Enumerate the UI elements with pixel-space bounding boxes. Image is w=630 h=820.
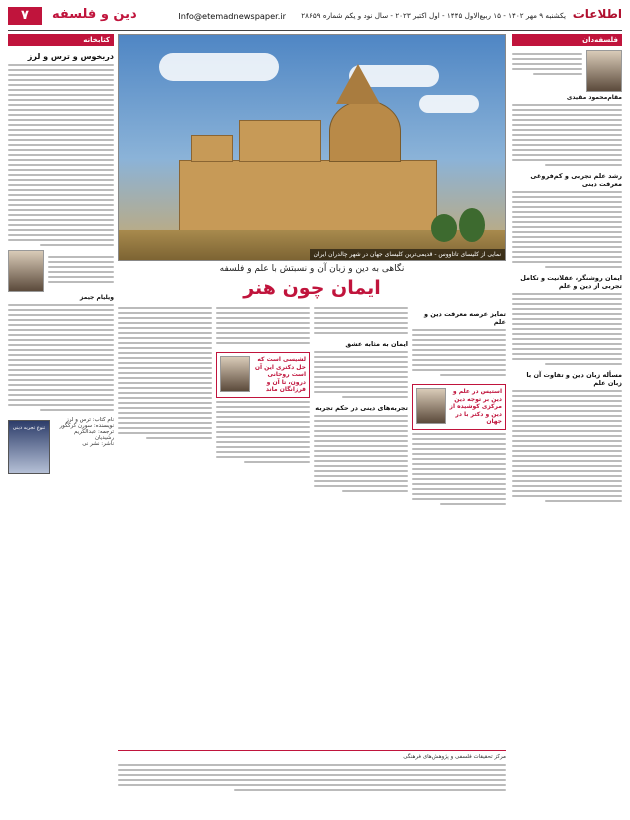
body-text [8,64,114,246]
church-building [179,82,435,232]
body-text [512,293,622,365]
contact-email[interactable]: Info@etemadnewspaper.ir [178,11,286,21]
article-column [118,304,212,752]
pull-quote [216,352,310,398]
masthead-bar [8,4,622,31]
subhead: تمایز عرصه معرفت دین و علم [423,310,506,326]
right-column [512,34,622,812]
body-text [512,104,622,166]
book-cover-title: تنوع تجربه دینی [12,425,46,431]
subhead: مسأله زبان دین و تفاوت آن با زبان علم [526,371,622,387]
book-details: نام کتاب: ترس و لرز نویسنده: سورن کرکگور ترجمه: عبدالکریم رشیدیان ناشر: نشر نی [59,417,114,447]
book-info [8,414,114,474]
body-text [512,191,622,268]
quote-portrait [220,356,250,392]
photo-caption: نمایی از کلیسای تاتاووس - قدیمی‌ترین کلیسای جهان در شهر چالدران ایران [310,249,506,260]
author-intro [512,50,582,92]
dateline: یکشنبه ۹ مهر ۱۴۰۲ - ۱۵ ربیع‌الاول ۱۴۴۵ - اول اکتبر ۲۰۲۳ - سال نود و یکم شماره ۲۸۶۵۹ [301,11,566,20]
author-box [8,250,114,292]
quote-portrait [416,388,446,424]
subhead: ایمان روشنگر، عقلانیت و تکامل تجربی از دین و علم [520,274,622,290]
author-name: ویلیام جیمز [79,294,114,301]
footnote-area [118,750,506,812]
left-column [8,34,114,812]
subhead: رشد علم تجربی و کم‌فروغی معرفت دینی [530,172,622,188]
author-name: مقام‌محمود مقیدی [566,94,622,101]
book-review-title: دربخوس و ترس و لرز [27,52,114,61]
intro-text [512,53,582,75]
column-tag: کتابخانه [8,34,114,46]
body-text [512,390,622,502]
page-number: ۷ [8,7,42,25]
subhead: ایمان به مثابه عشق [345,340,408,348]
article-column [216,304,310,752]
pull-quote-text: لشیسی است که حل دکتری این آن است روحانی درون، تا آن و فرزانگان ماند [254,356,306,393]
pull-quote [412,384,506,430]
section-title: دین و فلسفه [52,7,137,22]
center-column [118,34,506,812]
pull-quote-text: استیس در علم و دین بر توجه دین مرکزی کوشیده از دین و دکتر با در جهان [449,388,502,425]
footnote-source: مرکز تحقیقات فلسفی و پژوهش‌های فرهنگی [403,754,506,760]
article-kicker: نگاهی به دین و زبان آن و نسبتش با علم و فلسفه [219,264,405,274]
church-photo [118,34,506,261]
book-cover [8,420,50,474]
author-portrait [8,250,44,292]
body-text [8,304,114,411]
author-portrait [586,50,622,92]
article-headline: ایمان چون هنر [243,277,381,299]
article-column [412,304,506,752]
newspaper-logo: اطلاعات [572,7,622,21]
article-body [118,304,506,752]
column-tag: فلسفه‌دان [512,34,622,46]
author-box [512,50,622,92]
subhead: تجربه‌های دینی در حکم تجربه [315,404,408,412]
article-column [314,304,408,752]
